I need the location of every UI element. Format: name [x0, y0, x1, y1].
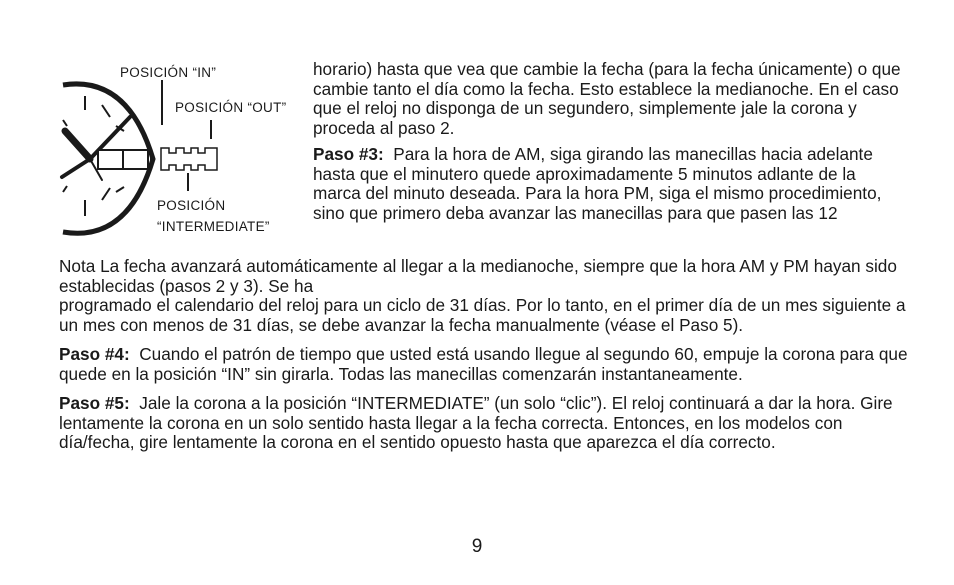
watch-crown-diagram	[58, 60, 308, 240]
page-number: 9	[471, 536, 483, 557]
label-position-in: POSICIÓN “IN”	[120, 65, 217, 80]
step3-label: Paso #3:	[313, 144, 384, 164]
step4-paragraph	[59, 345, 909, 384]
step2-continuation: horario) hasta que vea que cambie la fecha (para la fecha únicamente) o que cambie tanto el día como la fecha. Esto establece la medianoche. En el caso que el reloj no disponga de un segundero, simplemente jale la corona y proceda al paso 2.	[313, 59, 901, 138]
label-position-intermediate-1: POSICIÓN	[157, 198, 226, 213]
label-position-out: POSICIÓN “OUT”	[175, 100, 287, 115]
step3-paragraph	[313, 145, 903, 223]
step4-text: Cuando el patrón de tiempo que usted está usando llegue al segundo 60, empuje la corona para que quede en la posición “IN” sin girarla. Todas las manecillas comenzarán instantaneamente.	[59, 344, 908, 384]
crown-icon	[161, 148, 217, 170]
note-paragraph: Nota La fecha avanzará automáticamente al llegar a la medianoche, siempre que la hora AM y PM hayan sido establecidas (pasos 2 y 3). Se ha	[59, 256, 897, 296]
body-text	[59, 257, 909, 453]
top-text-column	[313, 60, 903, 223]
step5-text: Jale la corona a la posición “INTERMEDIATE” (un solo “clic”). El reloj continuará a dar la hora. Gire lentamente la corona en un solo sentido hasta llegar a la fecha correcta. Entonces, en los modelos con día/fecha, gire lentamente la corona en el sentido opuesto hasta que aparezca el día correcto.	[59, 393, 893, 452]
step3-text: Para la hora de AM, siga girando las manecillas hacia adelante hasta que el minutero quede aproximadamente 5 minutos adlante de la marca del minuto deseada. Para la hora PM, siga el mismo procedimiento, sino que primero deba avanzar las manecillas para que pasen las 12	[313, 144, 882, 223]
step4-label: Paso #4:	[59, 344, 130, 364]
label-position-intermediate-2: “INTERMEDIATE”	[157, 219, 270, 234]
step5-paragraph	[59, 394, 909, 453]
note-continued-paragraph: programado el calendario del reloj para un ciclo de 31 días. Por lo tanto, en el primer día de un mes siguiente a un mes con menos de 31 días, se debe avanzar la fecha manualmente (véase el Paso 5).	[59, 295, 906, 335]
step5-label: Paso #5:	[59, 393, 130, 413]
watch-hands	[62, 117, 130, 180]
